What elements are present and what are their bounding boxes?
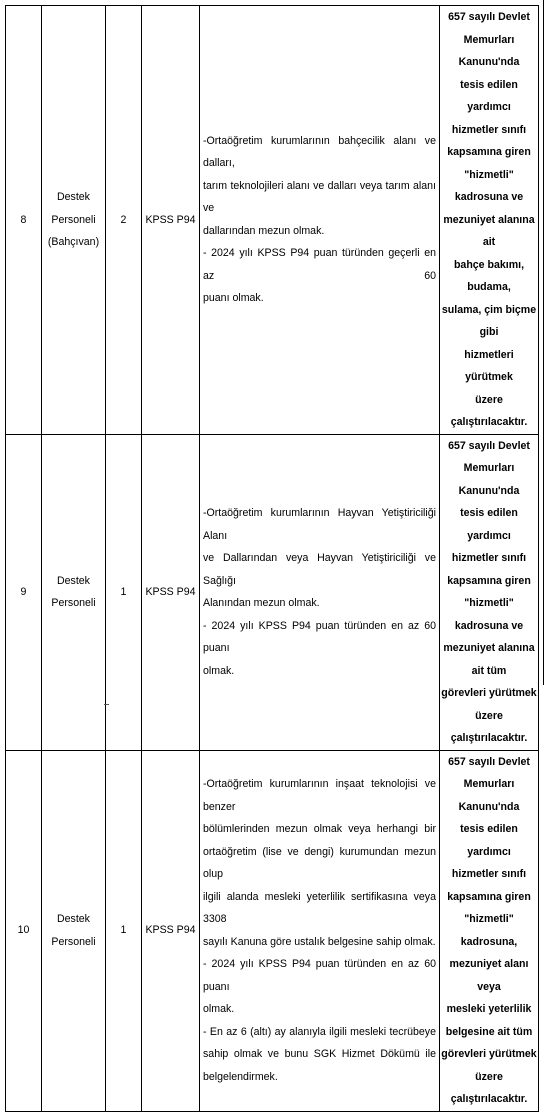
position-count: 1 [106,750,142,1111]
requirement-line: sayılı Kanuna göre ustalık belgesine sahip olmak. [203,935,436,948]
position-title [42,434,106,750]
duty-line: mesleki yeterlilik [446,1003,532,1015]
duty-line: 657 sayılı Devlet [448,439,530,452]
duty-line: "hizmetli" kadrosuna ve [454,168,524,203]
requirement-line: belgelendirmek. [203,1070,278,1083]
position-title-line: Personeli [51,597,96,609]
position-count: 1 [106,434,142,750]
duty-line: belgesine ait tüm [445,1025,533,1038]
position-title [42,750,106,1111]
qualification-requirements [200,6,440,435]
kpss-score-type: KPSS P94 [142,6,200,435]
duty-line: mezuniyet alanı veya [449,958,529,993]
position-title-line: Personeli [51,935,96,948]
requirement-line: Alanından mezun olmak. [203,597,320,609]
position-title-line: Destek [57,913,90,925]
qualification-requirements [200,434,440,750]
duty-line: sulama, çim biçme gibi [441,303,537,338]
duty-line: çalıştırılacaktır. [450,732,528,744]
position-title-line: (Bahçıvan) [47,236,100,248]
page-edge-rule [543,0,544,685]
requirement-line: olmak. [203,664,235,677]
requirement-line: ortaöğretim (lise ve dengi) kurumundan mezun olup [203,845,436,880]
duty-line: mezuniyet alanına ait [443,213,535,248]
requirement-line: -Ortaöğretim kurumlarının Hayvan Yetiştiriciliği Alanı [203,507,436,542]
duty-line: bahçe bakımı, budama, [453,258,525,293]
duty-line: hizmetler sınıfı [451,123,527,136]
duty-line: hizmetler sınıfı [451,552,527,564]
requirement-line: - 2024 yılı KPSS P94 puan türünden geçerli en az 60 [203,247,436,282]
requirement-line: tarım teknolojileri alanı ve dalları veya tarım alanı ve [203,179,436,215]
duty-line: Memurları Kanunu'nda [458,33,520,68]
duty-line: görevleri yürütmek üzere [441,687,537,722]
table-row [6,434,539,750]
requirement-line: ve Dallarından veya Hayvan Yetiştiriciliği ve Sağlığı [203,552,436,587]
position-title [42,6,106,435]
duty-line: "hizmetli" kadrosuna, [460,913,518,948]
duty-line: 657 sayılı Devlet [448,11,530,23]
duty-line: üzere çalıştırılacaktır. [450,393,528,428]
duty-line: Memurları Kanunu'nda [458,462,520,497]
duty-line: Memurları Kanunu'nda [458,778,520,813]
requirement-line: - En az 6 (altı) ay alanıyla ilgili mesleki tecrübeye [203,1025,436,1038]
duty-line: 657 sayılı Devlet [448,755,530,768]
position-title-line: Destek [57,191,90,203]
kpss-score-type: KPSS P94 [142,750,200,1111]
position-count: 2 [106,6,142,435]
table-row [6,750,539,1111]
requirement-line: - 2024 yılı KPSS P94 puan türünden en az 60 puanı [203,958,436,993]
requirement-line: ilgili alanda mesleki yeterlilik sertifikasına veya 3308 [203,890,436,925]
duty-line: hizmetler sınıfı [451,868,527,880]
position-title-line: Destek [57,574,90,587]
duty-line: kapsamına giren [447,146,531,158]
duty-description [440,750,539,1111]
duty-line: çalıştırılacaktır. [450,1093,528,1105]
duty-line: kapsamına giren [447,574,531,587]
duty-line: kapsamına giren [447,890,531,903]
duty-line: mezuniyet alanına ait tüm [443,642,535,677]
row-number: 8 [6,6,42,435]
duty-line: görevleri yürütmek üzere [441,1048,537,1083]
position-title-line: Personeli [51,213,96,226]
requirement-line: -Ortaöğretim kurumlarının inşaat teknolojisi ve benzer [203,778,436,813]
requirement-line: dallarından mezun olmak. [203,224,325,237]
requirement-line: puanı olmak. [203,292,264,305]
duty-description [440,434,539,750]
duty-line: tesis edilen yardımcı [460,507,518,542]
row-number: 9 [6,434,42,750]
requirement-line: olmak. [203,1003,235,1015]
duty-line: tesis edilen yardımcı [460,78,518,113]
qualification-requirements [200,750,440,1111]
table-row [6,6,539,435]
scan-mark [104,704,109,705]
requirement-line: bölümlerinden mezun olmak veya herhangi bir [203,823,436,835]
row-number: 10 [6,750,42,1111]
requirement-line: sahip olmak ve bunu SGK Hizmet Dökümü ile [203,1048,436,1060]
duty-line: tesis edilen yardımcı [460,823,518,858]
requirement-line: - 2024 yılı KPSS P94 puan türünden en az 60 puanı [203,619,436,654]
duty-line: "hizmetli" kadrosuna ve [454,597,524,632]
requirement-line: -Ortaöğretim kurumlarının bahçecilik alanı ve dalları, [203,134,436,170]
duty-line: hizmetleri yürütmek [464,348,514,383]
staff-requirements-table [5,5,539,1112]
kpss-score-type: KPSS P94 [142,434,200,750]
duty-description [440,6,539,435]
